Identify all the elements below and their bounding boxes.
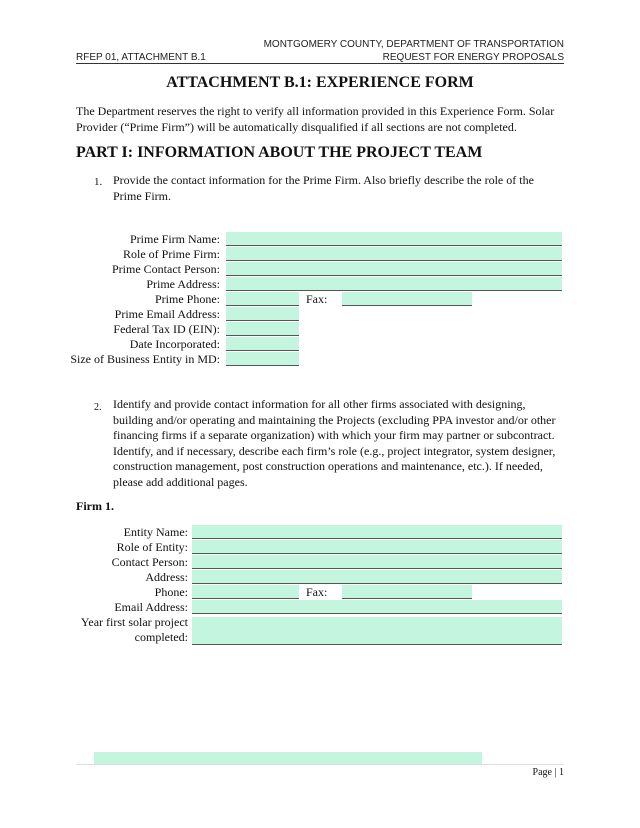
prime-email-field[interactable] <box>226 307 299 321</box>
firm1-entity-label: Entity Name: <box>123 525 188 539</box>
firm1-email-field[interactable] <box>192 600 562 614</box>
prime-ein-label: Federal Tax ID (EIN): <box>113 322 220 336</box>
firm1-email-label: Email Address: <box>114 600 188 614</box>
prime-fax-label: Fax: <box>306 292 328 306</box>
firm1-address-label: Address: <box>145 570 188 584</box>
q1-number: 1. <box>94 176 103 188</box>
footer-rule <box>76 764 564 765</box>
prime-ein-field[interactable] <box>226 322 299 336</box>
firm1-entity-field[interactable] <box>192 525 562 539</box>
q1-text: Provide the contact information for the Prime Firm. Also briefly describe the role of the Prime Firm. <box>113 173 534 203</box>
firm1-fax-field[interactable] <box>342 585 472 599</box>
q2-text: Identify and provide contact information for all other firms associated with designing, building and/or operating and maintaining the Projects (excluding PPA investor and/or other financing firms if a separate organization) with which your firm may partner or subcontract. Identify, and if necessary, describe each firm’s role (e.g., project integrator, system designer, construction management, post construction operations and maintenance, etc.). If needed, please add additional pages. <box>113 397 556 489</box>
prime-firm-name-label: Prime Firm Name: <box>130 232 220 246</box>
prime-email-label: Prime Email Address: <box>114 307 220 321</box>
firm1-heading: Firm 1. <box>76 499 114 513</box>
footer-highlight-bar <box>94 752 482 764</box>
prime-incorporated-field[interactable] <box>226 337 299 351</box>
prime-address-field[interactable] <box>226 277 562 291</box>
firm1-year-label-line1: Year first solar project <box>80 615 188 629</box>
q2-number: 2. <box>94 402 102 413</box>
firm1-contact-label: Contact Person: <box>111 555 188 569</box>
intro-paragraph: The Department reserves the right to verify all information provided in this Experience Form. Solar Provider (“Prime Firm”) will be automatically disqualified if all sections are not completed. <box>76 104 555 134</box>
prime-size-field[interactable] <box>226 352 299 366</box>
firm1-phone-label: Phone: <box>154 585 188 599</box>
prime-firm-role-field[interactable] <box>226 247 562 261</box>
page-number: Page | 1 <box>532 767 564 778</box>
prime-firm-name-field[interactable] <box>226 232 562 246</box>
header-rfp-title: REQUEST FOR ENERGY PROPOSALS <box>382 52 564 63</box>
prime-phone-field[interactable] <box>226 292 299 306</box>
firm1-year-label-line2: completed: <box>134 630 188 644</box>
firm1-phone-field[interactable] <box>192 585 299 599</box>
prime-address-label: Prime Address: <box>146 277 220 291</box>
header-department: MONTGOMERY COUNTY, DEPARTMENT OF TRANSPORTATION <box>263 39 564 50</box>
prime-contact-label: Prime Contact Person: <box>112 262 220 276</box>
prime-firm-role-label: Role of Prime Firm: <box>123 247 220 261</box>
prime-contact-field[interactable] <box>226 262 562 276</box>
firm1-contact-field[interactable] <box>192 555 562 569</box>
firm1-role-field[interactable] <box>192 540 562 554</box>
firm1-fax-label: Fax: <box>306 585 328 599</box>
prime-size-label: Size of Business Entity in MD: <box>70 352 220 366</box>
page-title: ATTACHMENT B.1: EXPERIENCE FORM <box>166 74 474 91</box>
prime-phone-label: Prime Phone: <box>155 292 220 306</box>
header-rule <box>76 63 564 64</box>
prime-fax-field[interactable] <box>342 292 472 306</box>
part1-title: PART I: INFORMATION ABOUT THE PROJECT TEAM <box>76 144 483 161</box>
firm1-address-field[interactable] <box>192 570 562 584</box>
header-doc-ref: RFEP 01, ATTACHMENT B.1 <box>76 52 206 63</box>
firm1-year-field[interactable] <box>192 617 562 645</box>
prime-incorporated-label: Date Incorporated: <box>129 337 220 351</box>
firm1-role-label: Role of Entity: <box>116 540 188 554</box>
